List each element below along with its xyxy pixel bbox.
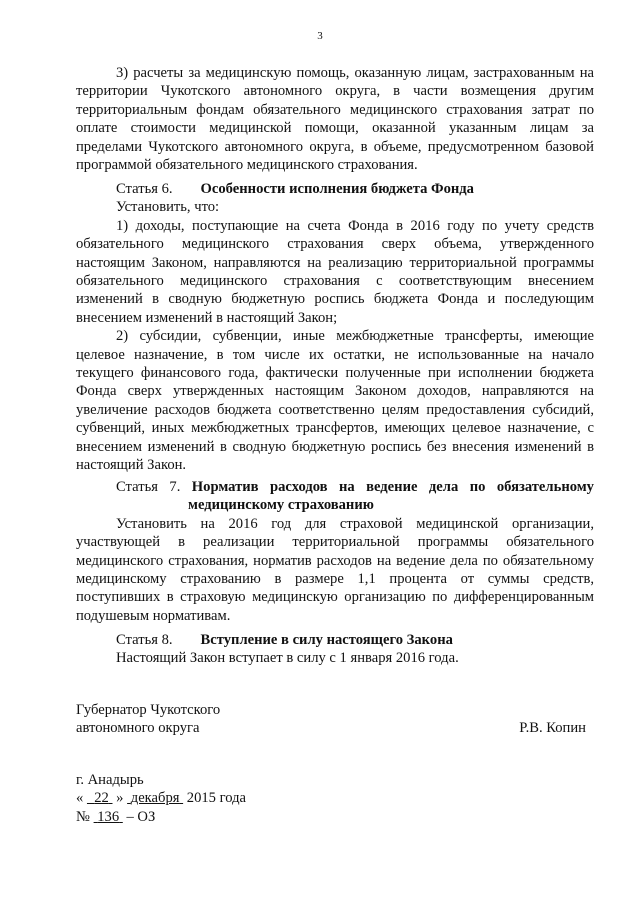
article-7 <box>76 478 594 625</box>
page-number: 3 <box>317 30 323 42</box>
signature-name: Р.В. Копин <box>519 720 586 737</box>
article-7-heading <box>76 478 594 496</box>
item-3-paragraph: 3) расчеты за медицинскую помощь, оказанную лицам, застрахованным на территории Чукотского автономного округа, в части возмещения другим территориальным фондам обязательного медицинского страхования затрат по оплате стоимости медицинской помощи, оказанной указанным лицам за пределами Чукотского автономного округа, в объеме, предусмотренном базовой программой обязательного медицинского страхования. <box>76 65 594 174</box>
date-month: декабря <box>130 790 180 807</box>
article-6-paragraph-2: 2) субсидии, субвенции, иные межбюджетные трансферты, имеющие целевое назначение, в том числе их остатки, не использованные на начало текущего финансового года, фактически полученные при исполнении бюджета Фонда сверх утвержденных настоящим Законом доходов, направляются на увеличение расходов бюджета соответственно целям предоставления субсидий, субвенций, иных межбюджетных трансфертов, имеющих целевое назначение, с внесением изменений в сводную бюджетную роспись без внесения изменений в настоящий Закон. <box>76 328 594 474</box>
date-year: 2015 года <box>186 790 247 807</box>
article-6-heading <box>76 180 594 198</box>
article-6-intro: Установить, что: <box>116 199 220 216</box>
article-7-title-line-1: Норматив расходов на ведение дела по обязательному <box>191 479 594 495</box>
signature-block <box>76 701 596 738</box>
article-6-paragraph-1: 1) доходы, поступающие на счета Фонда в 2016 году по учету средств обязательного медицинского страхования сверх объема, утвержденного настоящим Законом, направляются на реализацию территориальной программы обязательного медицинского страхования с соответствующим внесением изменений в сводную бюджетную роспись бюджета Фонда и последующим внесением изменений в настоящий Закон; <box>76 217 594 326</box>
city: г. Анадырь <box>76 772 144 788</box>
item-3-section <box>76 64 594 174</box>
signature-position-line-1: Губернатор Чукотского <box>76 702 221 718</box>
law-number: 136 <box>97 808 120 825</box>
place-date-block <box>76 771 246 826</box>
article-8-heading <box>76 631 594 649</box>
article-6 <box>76 180 594 475</box>
date-day: 22 <box>94 790 109 807</box>
article-7-label: Статья 7. <box>116 479 181 495</box>
article-8-paragraph-1: Настоящий Закон вступает в силу с 1 января 2016 года. <box>116 650 459 667</box>
article-7-paragraph-1: Установить на 2016 год для страховой медицинской организации, участвующей в реализации территориальной программы обязательного медицинского страхования, норматив расходов на ведение дела по обязательному медицинскому страхованию в размере 1,1 процента от суммы средств, поступивших в страховую медицинскую организацию по дифференцированным подушевым нормативам. <box>76 515 594 624</box>
article-8-title: Вступление в силу настоящего Закона <box>200 632 453 648</box>
article-7-title-line-2: медицинскому страхованию <box>188 497 374 514</box>
article-6-label: Статья 6. <box>116 181 173 197</box>
article-8-label: Статья 8. <box>116 632 173 648</box>
signature-position-line-2: автономного округа <box>76 720 200 737</box>
date-line: « 22 » декабря 2015 года <box>76 790 247 807</box>
law-number-line: № 136 – ОЗ <box>76 808 156 825</box>
article-8 <box>76 631 594 668</box>
article-6-title: Особенности исполнения бюджета Фонда <box>200 181 474 197</box>
